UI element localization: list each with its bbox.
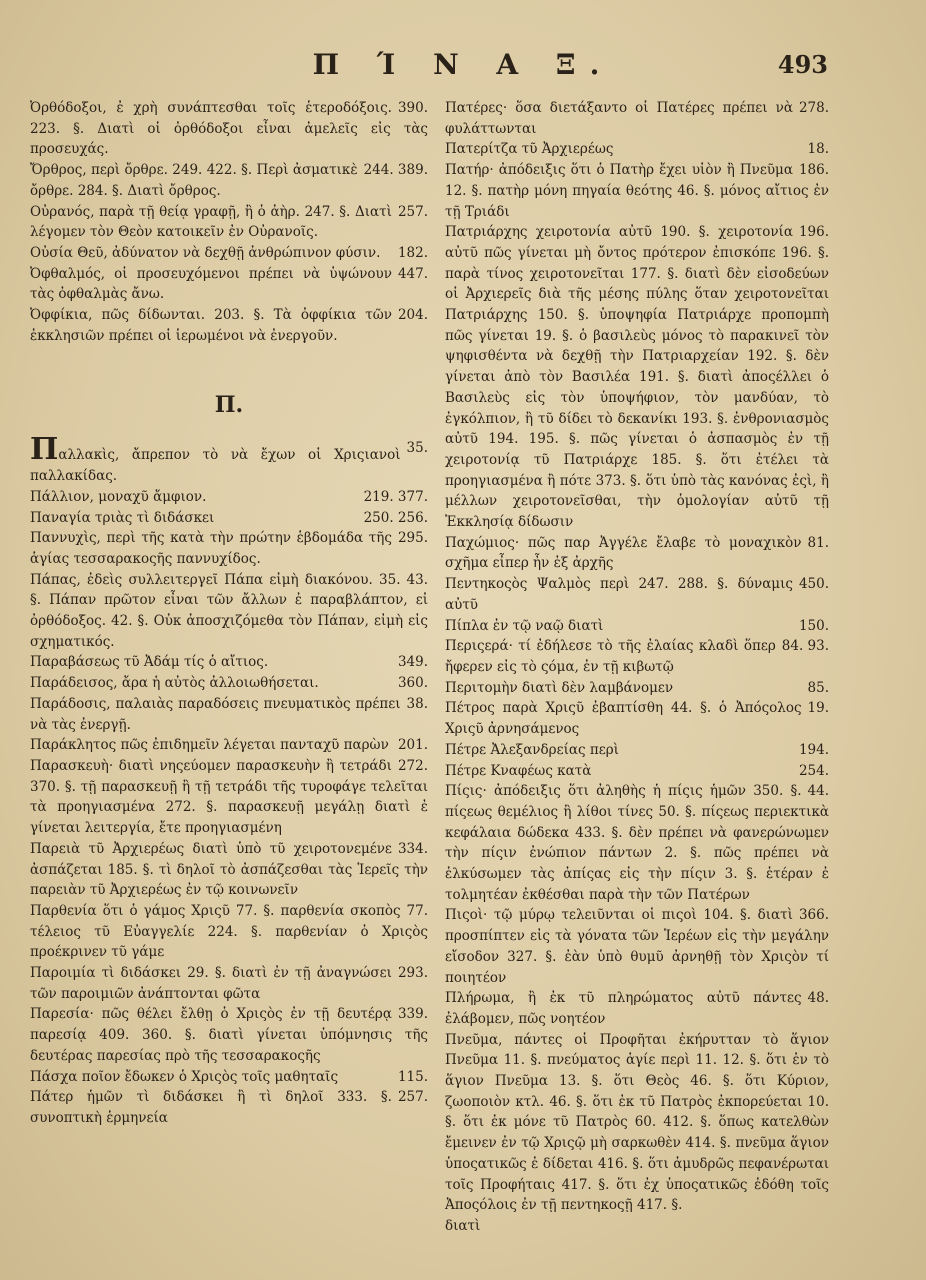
- entry-text: Παρασκευὴ· διατὶ νηςεύομεν παρασκευὴν ἢ τετράδι 370. §. τῇ παρασκευῇ ἢ τῇ τετράδι τῆς τυροφάγε τελεῖται τὰ προηγιασμένα 272. §. παρασκευῇ μεγάλῃ διατὶ ἐ γίνεται λειτεργία, ἔτε προηγιασμένη: [30, 757, 428, 837]
- entry-pages: 293.: [397, 965, 428, 982]
- index-entry: [30, 264, 428, 305]
- index-entry: [445, 761, 829, 782]
- entry-text: Πίπλα ἐν τῷ ναῷ διατὶ: [445, 617, 604, 634]
- entry-pages: 219. 377.: [363, 488, 428, 505]
- index-entry: [445, 222, 829, 533]
- entry-pages: 334.: [397, 840, 428, 857]
- index-entry: [445, 636, 829, 677]
- entry-text: Πέτρε Κναφέως κατὰ: [445, 762, 592, 779]
- index-entry: [445, 533, 829, 574]
- entry-text: Πάτερ ἡμῶν τὶ διδάσκει ἢ τὶ δηλοῖ 333. §. συνοπτικὴ ἑρμηνεία: [30, 1089, 392, 1126]
- index-entry: [445, 98, 829, 139]
- index-entry: [30, 673, 428, 694]
- entry-text: Ὀρθόδοξοι, ἐ χρὴ συνάπτεσθαι τοῖς ἑτεροδόξοις. 223. §. Διατὶ οἱ ὀρθόδοξοι εἶναι ἀμελεῖς εἰς τὰς προσευχάς.: [30, 100, 428, 158]
- entry-pages: 360.: [397, 675, 428, 692]
- index-entry: [30, 570, 428, 653]
- entry-text: Παράκλητος πῶς ἐπιδημεῖν λέγεται πανταχῦ παρὼν: [30, 737, 389, 754]
- entry-text: Πνεῦμα, πάντες οἱ Προφῆται ἐκήρυτταν τὸ ἅγιον Πνεῦμα 11. §. πνεύματος ἁγίε περὶ 11. 12. §. ὅτι ἐν τὸ ἅγιον Πνεῦμα 13. §. ὅτι Θεὸς 46. §. ὅτι Κύριον, ζωοποιὸν κτλ. 46. §. ὅτι ἐκ τῦ Πατρὸς ἐκπορεύεται 10. §. ὅτι ἐκ μόνε τῦ Πατρὸς 60. 412. §. ὅπως κατελθὼν ἔμεινεν ἐν τῷ Χριςῷ μὴ σαρκωθὲν 414. §. πνεῦμα ἅγιον ὑποςατικῶς ἐ δίδεται 416. §. ὅτι ἀμυδρῶς πεφανέρωται τοῖς Προφήταις 417. §. ὅτι ἐχ ὑποςατικῶς ἐδόθη τοῖς Ἀποςόλοις ἐν τῇ πεντηκοςῇ 417. §.: [445, 1031, 829, 1214]
- entry-text: Οὐσία Θεῦ, ἀδύνατον νὰ δεχθῇ ἀνθρώπινον φύσιν.: [30, 244, 381, 261]
- pi-entries: [30, 487, 428, 1129]
- entry-pages: 84. 93.: [781, 638, 829, 655]
- index-entry: [30, 1067, 428, 1088]
- entry-text: Οὐρανός, παρὰ τῇ θείᾳ γραφῇ, ἢ ὁ ἀὴρ. 247. §. Διατὶ λέγομεν τὸν Θεὸν κατοικεῖν ἐν Οὐρανοῖς.: [30, 203, 392, 241]
- entry-pages: 81.: [807, 534, 829, 551]
- index-entry: [445, 574, 829, 615]
- omicron-entries: [30, 98, 428, 346]
- entry-text: Πέτρος παρὰ Χριςῦ ἐβαπτίσθη 44. §. ὁ Ἀπόςολος Χριςῦ ἀρνησάμενος: [445, 700, 802, 738]
- index-entry: [445, 905, 829, 988]
- entry-pages: 204.: [397, 307, 428, 324]
- entry-pages: 196.: [798, 224, 829, 241]
- entry-text: Παχώμιος· πῶς παρ Ἀγγέλε ἔλαβε τὸ μοναχικὸν σχῆμα εἶπερ ἦν ἐξ ἀρχῆς: [445, 534, 802, 572]
- index-entry: [445, 698, 829, 739]
- entry-pages: 150.: [798, 617, 829, 634]
- entry-pages: 194.: [798, 741, 829, 758]
- entry-text: Ὀφφίκια, πῶς δίδωνται. 203. §. Τὰ ὀφφίκια τῶν ἐκκλησιῶν πρέπει οἱ ἱερωμένοι νὰ ἐνεργοῦν.: [30, 307, 392, 344]
- entry-text: Πεντηκοςὸς Ψαλμὸς περὶ 247. 288. §. δύναμις αὐτῦ: [445, 576, 793, 613]
- entry-text: Παρειὰ τῦ Ἀρχιερέως διατὶ ὑπὸ τῦ χειροτονεμένε ἀσπάζεται 185. §. τὶ δηλοῖ τὸ ἀσπάζεσθαι τὰς Ἱερεῖς τὴν παρειὰν τῦ Ἀρχιερέως ἐν τῷ κοινωνεῖν: [30, 840, 428, 899]
- index-entry: [30, 98, 428, 160]
- entry-text: Πατήρ· ἀπόδειξις ὅτι ὁ Πατὴρ ἔχει υἱὸν ἢ Πνεῦμα 12. §. πατὴρ μόνη πηγαία θεότης 46. §. μόνος αἴτιος ἐν τῇ Τριάδι: [445, 162, 829, 220]
- entry-pages: 272.: [397, 757, 428, 774]
- entry-text: Παναγία τριὰς τὶ διδάσκει: [30, 509, 215, 526]
- index-entry: [445, 678, 829, 699]
- left-column: [30, 98, 428, 1129]
- entry-text: Πέτρε Ἀλεξανδρείας περὶ: [445, 741, 619, 758]
- entry-pages: 254.: [798, 762, 829, 779]
- entry-pages: 85.: [807, 679, 829, 696]
- index-entry: [445, 616, 829, 637]
- index-entry: [445, 1030, 829, 1216]
- right-column: [445, 98, 829, 1237]
- index-entry: [445, 781, 829, 905]
- entry-text: διατὶ: [445, 1217, 481, 1234]
- index-entry: [30, 508, 428, 529]
- entry-pages: 250. 256.: [363, 509, 428, 526]
- entry-text: Περιτομὴν διατὶ δὲν λαμβάνομεν: [445, 679, 674, 696]
- entry-text: Πλήρωμα, ἢ ἐκ τῦ πληρώματος αὐτῦ πάντες ἐλάβομεν, πῶς νοητέον: [445, 990, 802, 1027]
- entry-pages: 201.: [397, 737, 428, 754]
- entry-text: Πιςοὶ· τῷ μύρῳ τελειῦνται οἱ πιςοὶ 104. §. διατὶ προσπίπτεν εἰς τὰ γόνατα τῶν Ἱερέων εἰς τὴν μεγάλην εἴσοδον 327. §. ἐὰν ὑπὸ θυμῦ ἀρνηθῇ τὸν Χριςὸν τί ποιητέον: [445, 907, 829, 986]
- entry-pages: 38.: [406, 695, 428, 712]
- entry-text: Παράδοσις, παλαιὰς παραδόσεις πνευματικὸς πρέπει νὰ τὰς ἐνεργῇ.: [30, 695, 401, 733]
- index-entry: [30, 694, 428, 735]
- index-entry: [30, 202, 428, 243]
- entry-pages: 366.: [798, 907, 829, 924]
- index-entry-pallakis: [30, 432, 428, 486]
- entry-text: Παράδεισος, ἄρα ἡ αὐτὸς ἀλλοιωθήσεται.: [30, 675, 319, 692]
- entry-pages: 257.: [397, 203, 428, 220]
- index-entry: [30, 243, 428, 264]
- index-entry: [30, 756, 428, 839]
- index-entry: [30, 735, 428, 756]
- index-entry: [445, 160, 829, 222]
- entry-text: Παροιμία τὶ διδάσκει 29. §. διατὶ ἐν τῇ ἀναγνώσει τῶν παροιμιῶν ἀνάπτονται φῶτα: [30, 965, 392, 1002]
- entry-pages: 390.: [397, 100, 428, 116]
- index-entry: [30, 839, 428, 901]
- entry-pages: 295.: [397, 530, 428, 547]
- pi-entries-continued: [445, 98, 829, 1237]
- entry-text: Πίςις· ἀπόδειξις ὅτι ἀληθὴς ἡ πίςις ἡμῶν 350. §. πίςεως θεμέλιος ἢ λίθοι τίνες 50. §. πίςεως περιεκτικὰ κεφάλαια δώδεκα 433. §. δὲν πρέπει νὰ φανερώνωμεν τὴν πίςιν ἐνώπιον πάντων 2. §. πῶς πρέπει νὰ ἐλκύσωμεν τὰς ἀπίςας εἰς τὴν πίςιν 3. §. ἑτέραν ἐ τολμητέαν ἐκθέσθαι παρὰ τὴν τῶν Πατέρων: [445, 783, 829, 903]
- entry-pages: 339.: [397, 1006, 428, 1023]
- entry-pages: 244. 389.: [363, 162, 428, 179]
- entry-text: Παρεσία· πῶς θέλει ἔλθῃ ὁ Χριςὸς ἐν τῇ δευτέρᾳ παρεσίᾳ 409. 360. §. διατὶ γίνεται ὑπόμνησις τῆς δευτέρας παρεσίας πρὸ τῆς τεσσαρακοςῆς: [30, 1006, 428, 1064]
- entry-pages: 450.: [798, 576, 829, 593]
- index-entry: [445, 740, 829, 761]
- index-entry: [30, 487, 428, 508]
- index-entry: [30, 901, 428, 963]
- index-entry: [30, 652, 428, 673]
- entry-pages: 182.: [397, 244, 428, 261]
- entry-pages: 35.: [406, 440, 428, 457]
- entry-pages: 447.: [397, 265, 428, 282]
- entry-text: Πάλλιον, μοναχῦ ἄμφιον.: [30, 488, 207, 505]
- entry-pages: 349.: [397, 654, 428, 671]
- index-entry: [445, 1216, 829, 1237]
- entry-pages: 278.: [798, 100, 829, 116]
- index-entry: [445, 988, 829, 1029]
- running-title: Π Ί Ν Α Ξ.: [312, 48, 614, 81]
- entry-pages: 18.: [807, 141, 829, 158]
- drop-initial: Π: [30, 432, 59, 468]
- entry-text: Πάσχα ποῖον ἔδωκεν ὁ Χριςὸς τοῖς μαθηταῖς: [30, 1068, 339, 1085]
- entry-pages: 77.: [406, 902, 428, 919]
- entry-text: Παρθενία ὅτι ὁ γάμος Χριςῦ 77. §. παρθενία σκοπὸς τέλειος τῦ Εὐαγγελίε 224. §. παρθενίαν ὁ Χριςὸς προέκρινεν τῦ γάμε: [30, 902, 428, 961]
- section-heading-pi: Π.: [214, 392, 244, 419]
- entry-text: αλλακὶς, ἄπρεπον τὸ νὰ ἔχων οἱ Χριςιανοὶ παλλακίδας.: [30, 447, 401, 485]
- entry-text: Παραβάσεως τῦ Ἀδάμ τίς ὁ αἴτιος.: [30, 654, 269, 671]
- entry-text: Παννυχὶς, περὶ τῆς κατὰ τὴν πρώτην ἑβδομάδα τῆς ἁγίας τεσσαρακοςῆς παννυχίδος.: [30, 530, 392, 567]
- entry-pages: 115.: [397, 1068, 428, 1085]
- entry-text: Περιςερά· τί ἐδήλεσε τὸ τῆς ἐλαίας κλαδὶ ὅπερ ἤφερεν εἰς τὸ ςόμα, ἐν τῇ κιβωτῷ: [445, 638, 776, 675]
- index-entry: [30, 160, 428, 201]
- entry-pages: 43.: [406, 571, 428, 588]
- entry-text: Πατέρες· ὅσα διετάξαντο οἱ Πατέρες πρέπει νὰ φυλάττωνται: [445, 100, 793, 137]
- entry-text: Πατερίτζα τῦ Ἀρχιερέως: [445, 141, 614, 158]
- entry-pages: 19.: [807, 700, 829, 717]
- entry-pages: 186.: [798, 162, 829, 179]
- page-header: [0, 48, 926, 88]
- index-entry: [30, 1004, 428, 1066]
- entry-text: Πατριάρχης χειροτονία αὐτῦ 190. §. χειροτονία αὐτῦ πῶς γίνεται μὴ ὄντος πρότερον ἐπισκόπε 196. §. παρὰ τίνος χειροτονεῖται 177. §. διατὶ δὲν εἰσοδεύων οἱ Ἀρχιερεῖς διὰ τῆς μέσης πύλης ὅταν χειροτονεῖται Πατριάρχης 150. §. ὑποψηφία Πατριάρχε προπομπὴ πῶς γίνεται 19. §. ὁ βασιλεὺς μόνος τὸ παρακινεῖ τὸν ψηφισθέντα νὰ δεχθῇ τὴν Πατριαρχείαν 192. §. δὲν γίνεται ἀπὸ τὸν Βασιλέα 191. §. διατὶ ἀποςέλλει ὁ Βασιλεὺς εἰς τὸν ὑποψήφιον, τὸν μανδύαν, τὸ ἐγκόλπιον, ἢ τῦ δίδει τὸ δεκανίκι 193. §. ἐνθρονιασμὸς αὐτῦ 194. 195. §. πῶς γίνεται ὁ ἀσπασμὸς ἐν τῇ χειροτονίᾳ τῦ Πατριάρχε 185. §. ὅτι ἐτέλει τὰ προηγιασμένα ἢ πότε 373. §. ὅτι ὑπὸ τὰς κανόνας ἐςὶ, ἢ μέλλων χειροτονεῖσθαι, τὴν ὁμολογίαν αὐτῦ τῇ Ἐκκλησίᾳ δίδωσιν: [445, 224, 829, 531]
- entry-text: Ὀφθαλμός, οἱ προσευχόμενοι πρέπει νὰ ὑψώνουν τὰς ὀφθαλμὰς ἄνω.: [30, 265, 392, 303]
- index-entry: [445, 139, 829, 160]
- page-number: 493: [777, 50, 828, 79]
- index-entry: [30, 963, 428, 1004]
- entry-pages: 48.: [807, 990, 829, 1007]
- entry-text: Πάπας, ἐδεὶς συλλειτεργεῖ Πάπα εἰμὴ διακόνου. 35. §. Πάπαν πρῶτον εἶναι τῶν ἄλλων ἐ παραβλάπτον, εἰ ὀρθόδοξος. 42. §. Οὐκ ἀποσχιζόμεθα τὸν Πάπαν, εἰμὴ εἰς σχηματικός.: [30, 571, 428, 650]
- entry-pages: 44.: [807, 783, 829, 800]
- index-entry: [30, 528, 428, 569]
- entry-text: Ὄρθρος, περὶ ὄρθρε. 249. 422. §. Περὶ ἀσματικὲ ὄρθρε. 284. §. Διατὶ ὄρθρος.: [30, 162, 358, 199]
- entry-pages: 257.: [397, 1089, 428, 1106]
- index-entry: [30, 1087, 428, 1128]
- index-entry: [30, 305, 428, 346]
